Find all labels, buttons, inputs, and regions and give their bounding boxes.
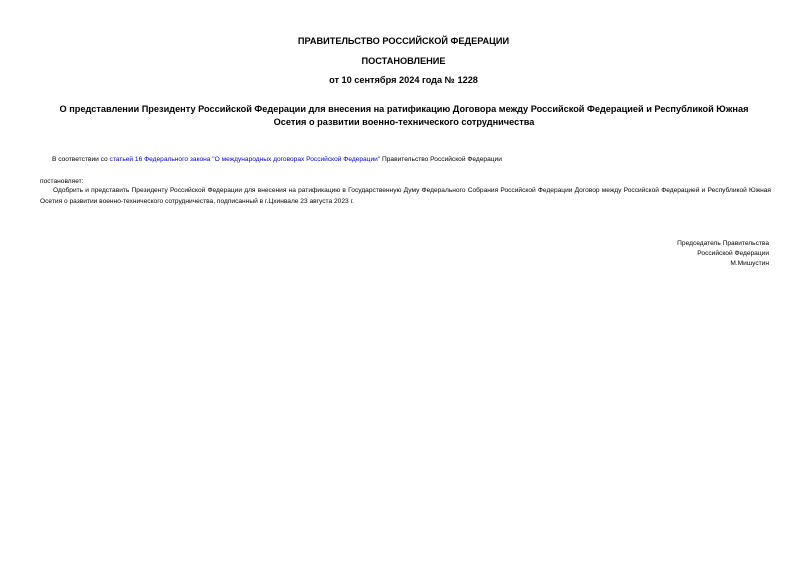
signatory-position-line1: Председатель Правительства <box>677 240 769 247</box>
document-type: ПОСТАНОВЛЕНИЕ <box>361 56 446 66</box>
paragraph-1: Одобрить и представить Президенту Российской Федерации для внесения на ратификацию в Государственную Думу Федерального Собрания Российской Федерации Договор между Российской Федерацией и Республикой Южная Осетия о развитии военно-технического сотрудничества, подписанный в г.Цхинвале 23 августа 2023 г. <box>40 187 771 205</box>
government-title: ПРАВИТЕЛЬСТВО РОССИЙСКОЙ ФЕДЕРАЦИИ <box>297 36 510 46</box>
document-subject: О представлении Президенту Российской Федерации для внесения на ратификацию Договора между Российской Федерацией и Республикой Южная Осетия о развитии военно-технического сотрудничества <box>59 104 749 127</box>
signatory-name: М.Мишустин <box>730 260 769 267</box>
signatory-position-line2: Российской Федерации <box>697 250 769 257</box>
document-date-number: от 10 сентября 2024 года № 1228 <box>329 75 478 85</box>
preamble-suffix: Правительство Российской Федерации <box>380 156 502 163</box>
law-article-link[interactable]: статьей 16 Федерального закона "О международных договорах Российской Федерации" <box>109 156 381 163</box>
preamble <box>52 155 502 165</box>
preamble-prefix: В соответствии со <box>52 156 110 163</box>
resolves-word: постановляет: <box>40 178 84 185</box>
